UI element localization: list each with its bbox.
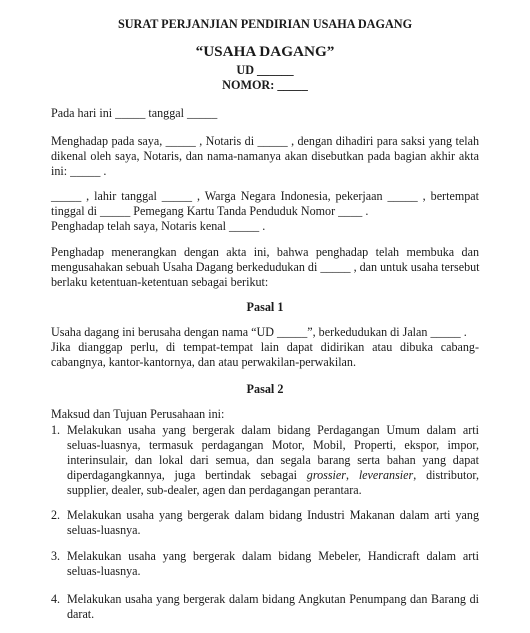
paragraph-3-line-3: berlaku ketentuan-ketentuan sebagai berikut: — [51, 275, 269, 289]
paragraph-1-line-3: ini: _____ . — [51, 164, 107, 178]
list-item-4-line-2: darat. — [67, 607, 95, 621]
document-subtitle: “USAHA DAGANG” — [195, 43, 335, 60]
pasal-1-line-3: cabangnya, kantor-kantornya, dan atau perwakilan-perwakilan. — [51, 355, 356, 369]
list-item-1-line-4-sep: , — [345, 468, 359, 482]
pasal-1-line-1: Usaha dagang ini berusaha dengan nama “UD _____”, berkedudukan di Jalan _____ . — [51, 325, 467, 339]
list-item-number: 2. — [51, 508, 61, 522]
paragraph-2-line-1: _____ , lahir tanggal _____ , Warga Negara Indonesia, pekerjaan _____ , bertempat — [51, 189, 479, 203]
list-item-number: 4. — [51, 592, 61, 606]
paragraph-2-line-2: tinggal di _____ Pemegang Kartu Tanda Penduduk Nomor ____ . — [51, 204, 369, 218]
pasal-1-line-2: Jika dianggap perlu, di tempat-tempat lain dapat didirikan atau dibuka cabang- — [51, 340, 479, 354]
paragraph-3-line-1: Penghadap menerangkan dengan akta ini, bahwa penghadap telah membuka dan — [51, 245, 479, 259]
list-item-3-line-2: seluas-luasnya. — [67, 564, 141, 578]
list-item-1-line-4-end: , distributor, — [413, 468, 479, 482]
ud-line: UD ______ — [236, 63, 294, 77]
list-item-1-line-4-text: diperdagangkannya, juga bertindak sebagai — [67, 468, 307, 482]
grossier-term: grossier — [306, 468, 346, 482]
list-item-1-line-3: interinsulair, dan lokal dari semua, dan segala barang serta bahan yang dapat — [67, 453, 479, 467]
pasal-2-heading: Pasal 2 — [246, 382, 284, 396]
nomor-line: NOMOR: _____ — [222, 78, 308, 92]
pasal-1-heading: Pasal 1 — [246, 300, 284, 314]
paragraph-1-line-1: Menghadap pada saya, _____ , Notaris di _____ , dengan dihadiri para saksi yang telah — [51, 134, 479, 148]
opening-line: Pada hari ini _____ tanggal _____ — [51, 106, 218, 120]
paragraph-3-line-2: mengusahakan sebuah Usaha Dagang berkedudukan di _____ , dan untuk usaha tersebut — [51, 260, 480, 274]
document-title: SURAT PERJANJIAN PENDIRIAN USAHA DAGANG — [117, 17, 413, 31]
list-item-2-line-2: seluas-luasnya. — [67, 523, 141, 537]
list-item-1-line-2: seluas-luasnya, termasuk perdagangan Motor, Mobil, Properti, ekspor, impor, — [67, 438, 479, 452]
list-item-1-line-1: Melakukan usaha yang bergerak dalam bidang Perdagangan Umum dalam arti — [67, 423, 479, 437]
list-item-number: 3. — [51, 549, 61, 563]
list-item-1-line-5: supplier, dealer, sub-dealer, agen dan perdagangan perantara. — [67, 483, 362, 497]
pasal-2-intro: Maksud dan Tujuan Perusahaan ini: — [51, 407, 225, 421]
list-item-3-line-1: Melakukan usaha yang bergerak dalam bidang Mebeler, Handicraft dalam arti — [67, 549, 479, 563]
list-item-4-line-1: Melakukan usaha yang bergerak dalam bidang Angkutan Penumpang dan Barang di — [67, 592, 479, 606]
paragraph-2-line-3: Penghadap telah saya, Notaris kenal _____ . — [51, 219, 266, 233]
list-item-2-line-1: Melakukan usaha yang bergerak dalam bidang Industri Makanan dalam arti yang — [67, 508, 479, 522]
leveransier-term: leveransier — [358, 468, 414, 482]
list-item-number: 1. — [51, 423, 61, 437]
paragraph-1-line-2: dikenal oleh saya, Notaris, dan nama-namanya akan disebutkan pada bagian akhir akta — [51, 149, 479, 163]
list-item-1-line-4 — [67, 468, 479, 483]
